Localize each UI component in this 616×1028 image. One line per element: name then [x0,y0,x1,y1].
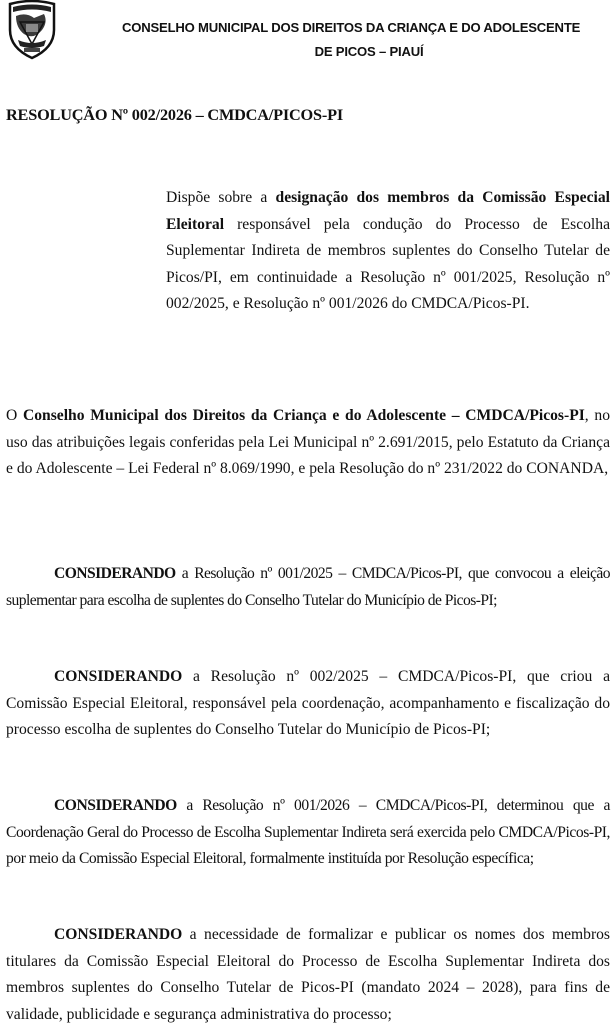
organization-name-line2: DE PICOS – PIAUÍ [314,44,424,59]
considerando-keyword: CONSIDERANDO [54,565,176,582]
preamble-bold: Conselho Municipal dos Direitos da Criança e do Adolescente – CMDCA/Picos-PI [22,407,585,424]
considerando-keyword: CONSIDERANDO [54,797,177,814]
preamble-paragraph [6,403,610,483]
preamble-post: , no uso das atribuições legais conferidas pela Lei Municipal nº 2.691/2015, pelo Estatuto da Criança e do Adolescente – Lei Federal nº 8.069/1990, e pela Resolução do nº 231/2022 do CONANDA, [6,407,610,478]
preamble-pre: O [6,407,23,424]
considerando-text: a necessidade de formalizar e publicar os nomes dos membros titulares da Comissão Especial Eleitoral do Processo de Escolha Suplementar Indireta dos membros suplentes do Conselho Tutelar de Picos-PI (mandato 2024 – 2028), para fins de validade, publicidade e segurança administrativa do processo; [6,926,610,1023]
considerando-paragraph [6,664,610,744]
considerando-paragraph [6,793,610,873]
considerando-text: a Resolução nº 001/2025 – CMDCA/Picos-PI, que convocou a eleição suplementar para escolha de suplentes do Conselho Tutelar do Município de Picos-PI; [6,565,610,609]
considerando-keyword: CONSIDERANDO [54,926,183,943]
ementa-summary [166,185,610,318]
considerando-text: a Resolução nº 002/2025 – CMDCA/Picos-PI, que criou a Comissão Especial Eleitoral, responsável pela coordenação, acompanhamento e fiscalização do processo escolha de suplentes do Conselho Tutelar do Município de Picos-PI; [6,668,610,739]
document-header [0,0,616,90]
considerando-text: a Resolução nº 001/2026 – CMDCA/Picos-PI, determinou que a Coordenação Geral do Processo de Escolha Suplementar Indireta será exercida pelo CMDCA/Picos-PI, por meio da Comissão Especial Eleitoral, formalmente instituída por Resolução específica; [6,797,610,868]
considerando-paragraph [6,561,610,614]
organization-name [122,16,616,64]
ementa-text-bold: designação dos membros da Comissão Especial Eleitoral [166,189,610,233]
organization-name-line1: CONSELHO MUNICIPAL DOS DIREITOS DA CRIANÇA E DO ADOLESCENTE [122,20,581,35]
ementa-text-post: responsável pela condução do Processo de Escolha Suplementar Indireta de membros suplentes do Conselho Tutelar de Picos/PI, em continuidade a Resolução nº 001/2025, Resolução nº 002/2025, e Resolução nº 001/2026 do CMDCA/Picos-PI. [166,215,610,313]
considerando-paragraph [6,922,610,1028]
resolution-title: RESOLUÇÃO Nº 002/2026 – CMDCA/PICOS-PI [6,105,343,124]
council-crest-logo-icon [4,0,60,60]
ementa-text-pre: Dispõe sobre a [166,189,276,206]
considerando-keyword: CONSIDERANDO [54,668,183,685]
